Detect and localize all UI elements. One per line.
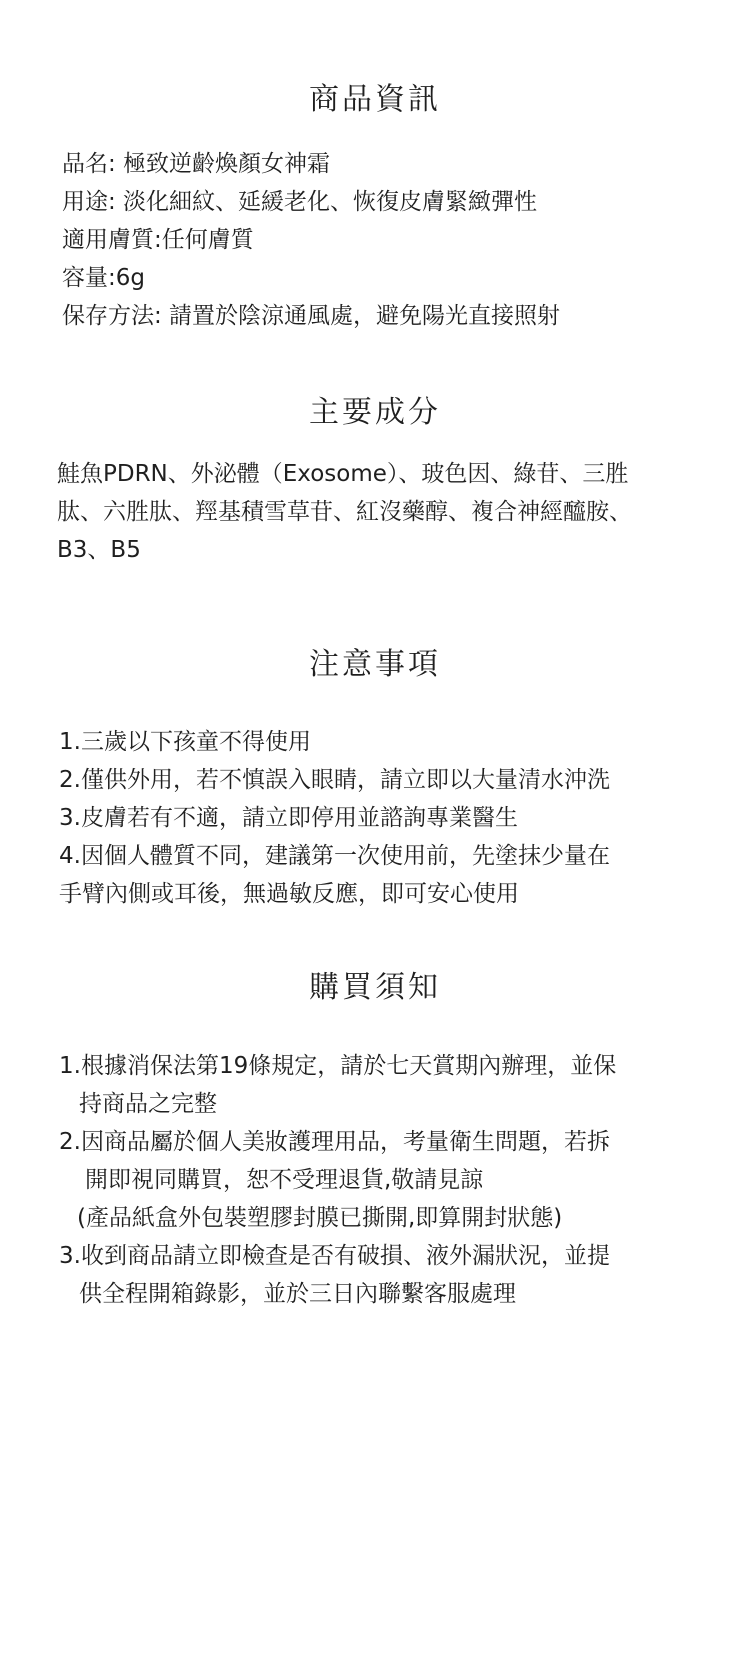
purchase-notes-list (59, 1047, 616, 1313)
purchase-note-item-continued: 持商品之完整 (79, 1091, 217, 1117)
purchase-note-item-continued: 供全程開箱錄影，並於三日內聯繫客服處理 (79, 1281, 516, 1307)
purchase-note-item: 2.因商品屬於個人美妝護理用品，考量衛生問題，若拆 (59, 1129, 610, 1155)
purchase-note-item-remark: (產品紙盒外包裝塑膠封膜已撕開,即算開封狀態) (77, 1205, 563, 1231)
product-info-list (62, 145, 560, 335)
ingredients-line: 鮭魚PDRN、外泌體（Exosome）、玻色因、綠苷、三胜 (57, 461, 629, 487)
product-info-title: 商品資訊 (309, 82, 441, 117)
product-volume-line: 容量:6g (62, 265, 145, 291)
purchase-notes-title: 購買須知 (309, 970, 441, 1005)
product-name-line: 品名: 極致逆齡煥顏女神霜 (62, 151, 331, 177)
ingredients-title: 主要成分 (309, 395, 441, 430)
ingredients-line: 肽、六胜肽、羥基積雪草苷、紅沒藥醇、複合神經醯胺、 (57, 499, 632, 525)
precautions-list (59, 723, 610, 913)
purchase-note-item-continued: 開即視同購買，恕不受理退貨,敬請見諒 (85, 1167, 484, 1193)
product-usage-line: 用途: 淡化細紋、延緩老化、恢復皮膚緊緻彈性 (62, 189, 538, 215)
precaution-item: 3.皮膚若有不適，請立即停用並諮詢專業醫生 (59, 805, 518, 831)
product-skin-type-line: 適用膚質:任何膚質 (62, 227, 254, 253)
precaution-item: 2.僅供外用，若不慎誤入眼睛，請立即以大量清水沖洗 (59, 767, 610, 793)
precaution-item: 4.因個人體質不同，建議第一次使用前，先塗抹少量在 (59, 843, 610, 869)
precaution-item-continued: 手臂內側或耳後，無過敏反應，即可安心使用 (59, 881, 519, 907)
ingredients-text (57, 455, 632, 569)
product-storage-line: 保存方法: 請置於陰涼通風處，避免陽光直接照射 (62, 303, 561, 329)
purchase-note-item: 1.根據消保法第19條規定，請於七天賞期內辦理，並保 (59, 1053, 617, 1079)
ingredients-line: B3、B5 (57, 537, 141, 563)
precaution-item: 1.三歲以下孩童不得使用 (59, 729, 311, 755)
purchase-note-item: 3.收到商品請立即檢查是否有破損、液外漏狀況，並提 (59, 1243, 610, 1269)
precautions-title: 注意事項 (309, 647, 441, 682)
